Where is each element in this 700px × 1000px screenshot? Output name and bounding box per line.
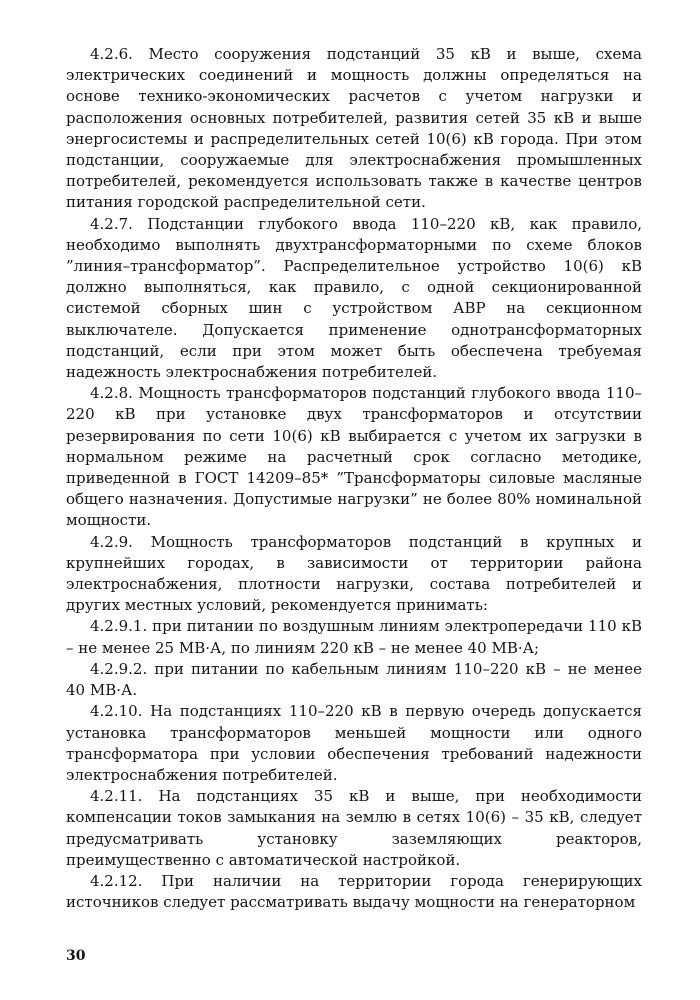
paragraph-4-2-10: 4.2.10. На подстанциях 110–220 кВ в первую очередь допускается установка трансформаторов меньшей мощности или одного трансформатора при условии обеспечения требований надежности электроснабжения потребителей. [66, 702, 642, 784]
paragraph-4-2-7: 4.2.7. Подстанции глубокого ввода 110–220 кВ, как правило, необходимо выполнять двухтрансформаторными по схеме блоков ”линия–трансформатор”. Распределительное устройство 10(6) кВ должно выполняться, как правило, с одной секционированной системой сборных шин с устройством АВР на секционном выключателе. Допускается применение однотрансформаторных подстанций, если при этом может быть обеспечена требуемая надежность электроснабжения потребителей. [66, 214, 642, 382]
page-number: 30 [66, 948, 86, 964]
paragraph-4-2-8: 4.2.8. Мощность трансформаторов подстанций глубокого ввода 110–220 кВ при установке двух трансформаторов и отсутствии резервирования по сети 10(6) кВ выбирается с учетом их загрузки в нормальном режиме на расчетный срок согласно методике, приведенной в ГОСТ 14209–85* ”Трансформаторы силовые масляные общего назначения. Допустимые нагрузки” не более 80% номинальной мощности. [66, 384, 642, 530]
paragraph-4-2-9-2: 4.2.9.2. при питании по кабельным линиям 110–220 кВ – не менее 40 МВ·А. [66, 659, 642, 700]
body-text [66, 44, 642, 913]
paragraph-4-2-9-1: 4.2.9.1. при питании по воздушным линиям электропередачи 110 кВ – не менее 25 МВ·А, по линиям 220 кВ – не менее 40 МВ·А; [66, 617, 642, 657]
paragraph-4-2-6: 4.2.6. Место сооружения подстанций 35 кВ и выше, схема электрических соединений и мощность должны определяться на основе технико-экономических расчетов с учетом нагрузки и расположения основных потребителей, развития сетей 35 кВ и выше энергосистемы и распределительных сетей 10(6) кВ города. При этом подстанции, сооружаемые для электроснабжения промышленных потребителей, рекомендуется использовать также в качестве центров питания городской распределительной сети. [66, 45, 642, 212]
paragraph-4-2-9: 4.2.9. Мощность трансформаторов подстанций в крупных и крупнейших городах, в зависимости от территории района электроснабжения, плотности нагрузки, состава потребителей и других местных условий, рекомендуется принимать: [66, 532, 642, 615]
paragraph-4-2-12: 4.2.12. При наличии на территории города генерирующих источников следует рассматривать выдачу мощности на генераторном [66, 871, 642, 912]
paragraph-4-2-11: 4.2.11. На подстанциях 35 кВ и выше, при необходимости компенсации токов замыкания на землю в сетях 10(6) – 35 кВ, следует предусматривать установку заземляющих реакторов, преимущественно с автоматической настройкой. [66, 787, 642, 869]
